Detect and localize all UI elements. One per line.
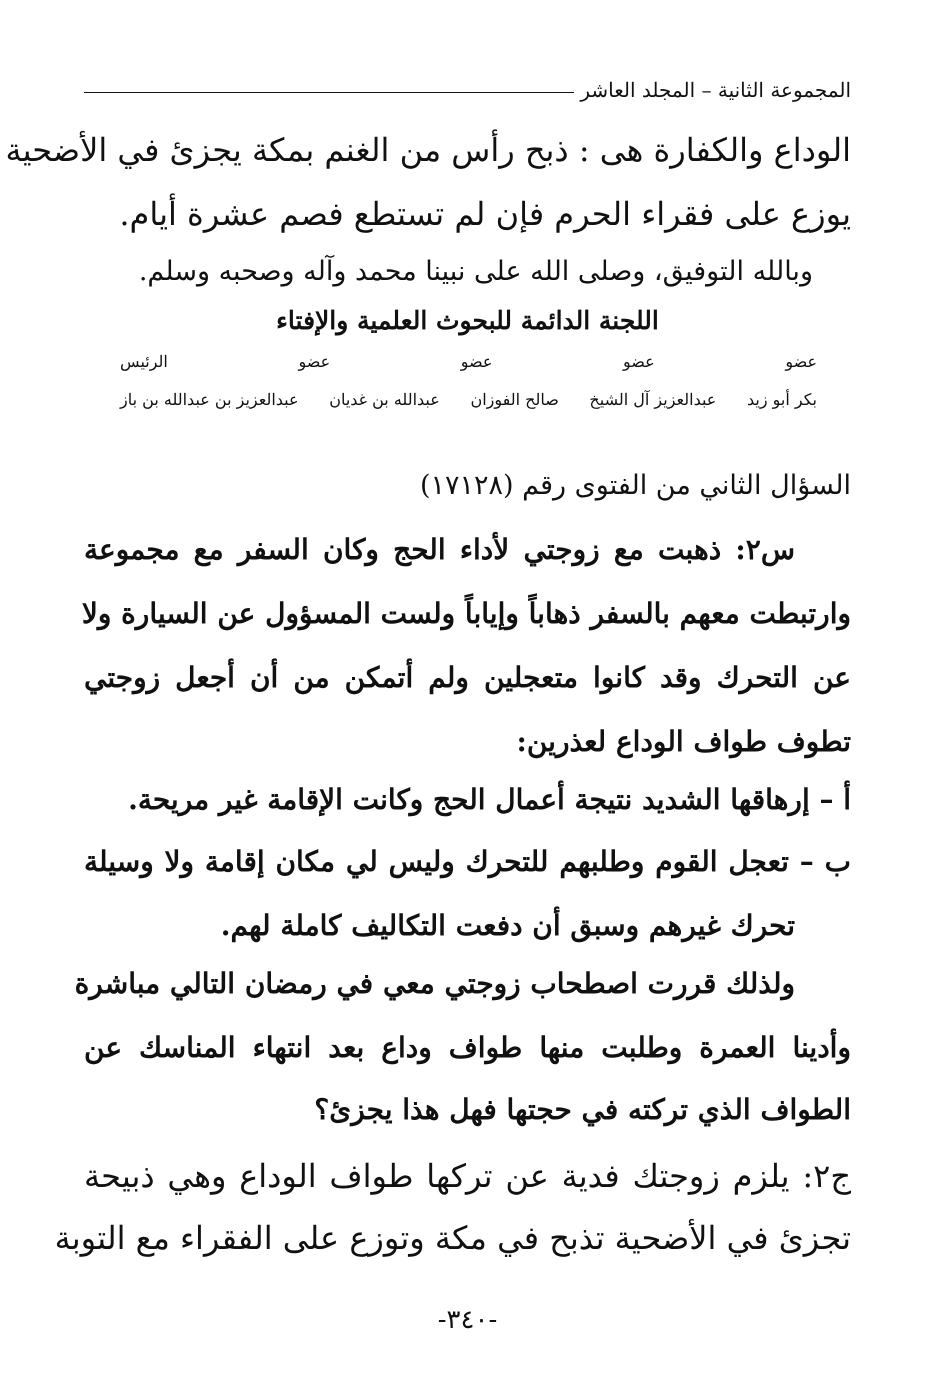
- question-item-a: أ – إرهاقها الشديد نتيجة أعمال الحج وكانت الإقامة غير مريحة.: [128, 783, 851, 816]
- question-line-1: س٢: ذهبت مع زوجتي لأداء الحج وكان السفر مع مجموعة: [84, 533, 795, 566]
- answer-line-2: تجزئ في الأضحية تذبح في مكة وتوزع على الفقراء مع التوبة: [54, 1219, 851, 1257]
- question-line-8: ولذلك قررت اصطحاب زوجتي معي في رمضان التالي مباشرة: [74, 967, 795, 1000]
- member-name: بكر أبو زيد: [746, 390, 817, 409]
- running-title: المجموعة الثانية – المجلد العاشر: [580, 78, 851, 102]
- question-line-9: وأدينا العمرة وطلبت منها طواف وداع بعد انتهاء المناسك عن: [84, 1031, 851, 1064]
- member-name: عبدالله بن غديان: [329, 390, 440, 409]
- running-header: [84, 70, 851, 110]
- question-line-2: وارتبطت معهم بالسفر ذهاباً وإياباً ولست المسؤول عن السيارة ولا: [81, 597, 851, 630]
- closing-line: وبالله التوفيق، وصلى الله على نبينا محمد وآله وصحبه وسلم.: [138, 256, 813, 287]
- question-item-b: ب – تعجل القوم وطلبهم للتحرك وليس لي مكان إقامة ولا وسيلة: [84, 845, 851, 878]
- member-role: عضو: [460, 352, 493, 371]
- answer-line-1: ج٢: يلزم زوجتك فدية عن تركها طواف الوداع وهي ذبيحة: [84, 1157, 852, 1195]
- member-role: عضو: [785, 352, 817, 371]
- header-rule: [84, 92, 574, 93]
- page-number: -٣٤٠-: [437, 1305, 498, 1335]
- fatwa-heading: السؤال الثاني من الفتوى رقم (١٧١٢٨): [419, 470, 851, 501]
- previous-answer-line-1: الوداع والكفارة هى : ذبح رأس من الغنم بمكة يجزئ في الأضحية: [5, 131, 851, 169]
- question-line-10: الطواف الذي تركته في حجتها فهل هذا يجزئ؟: [314, 1093, 851, 1126]
- chairman-role: الرئيس: [120, 352, 168, 371]
- question-line-4: تطوف طواف الوداع لعذرين:: [516, 725, 851, 758]
- member-role: عضو: [623, 352, 655, 371]
- question-item-b-cont: تحرك غيرهم وسبق أن دفعت التكاليف كاملة لهم.: [220, 909, 795, 942]
- committee-roles: [120, 352, 817, 371]
- member-name: عبدالعزيز آل الشيخ: [589, 390, 717, 409]
- question-line-3: عن التحرك وقد كانوا متعجلين ولم أتمكن من أن أجعل زوجتي: [84, 661, 851, 694]
- member-name: صالح الفوزان: [470, 390, 559, 409]
- member-role: عضو: [298, 352, 331, 371]
- committee-title: اللجنة الدائمة للبحوث العلمية والإفتاء: [276, 306, 659, 335]
- chairman-name: عبدالعزيز بن عبدالله بن باز: [120, 390, 299, 409]
- previous-answer-line-2: يوزع على فقراء الحرم فإن لم تستطع فصم عشرة أيام.: [119, 195, 851, 233]
- committee-names: [120, 390, 817, 409]
